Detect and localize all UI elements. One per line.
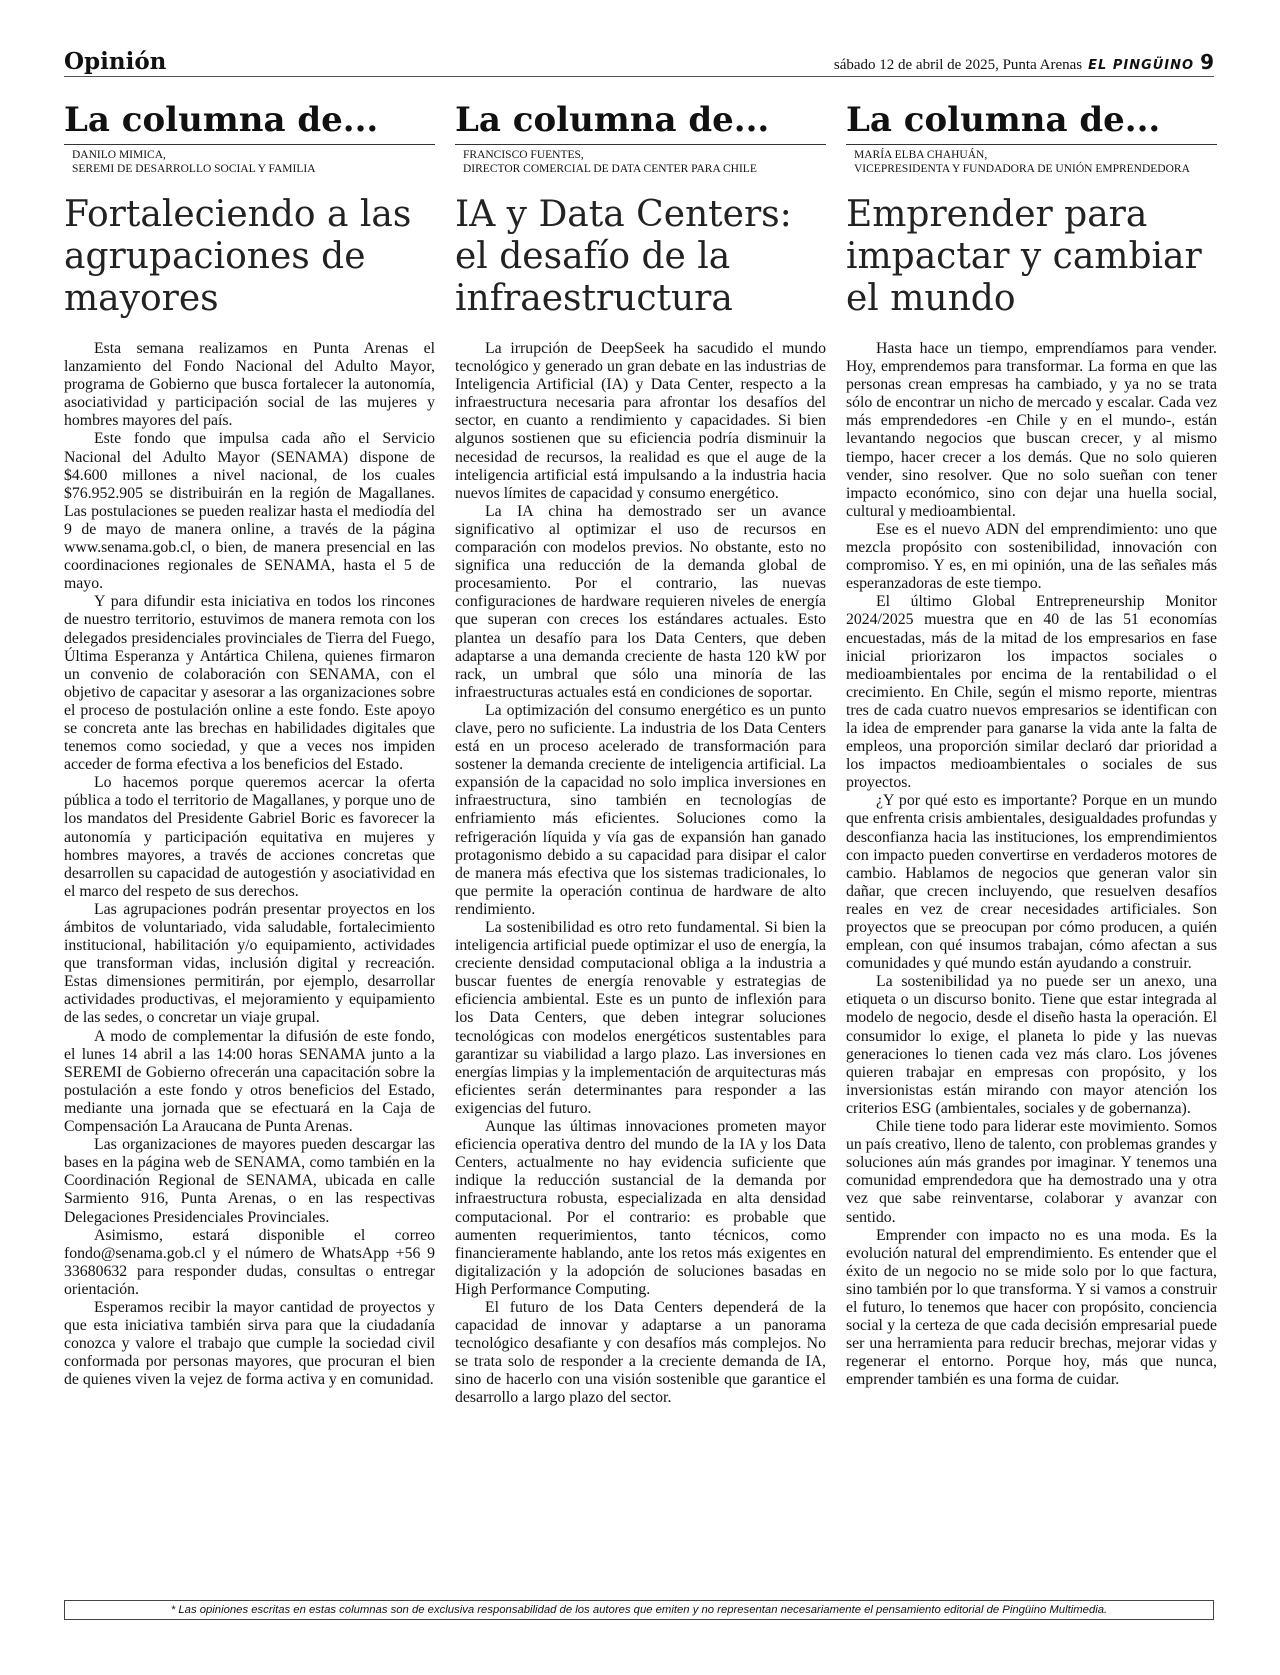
article-body xyxy=(455,340,826,1408)
column-heading: La columna de... xyxy=(455,100,770,140)
article-paragraph: Emprender con impacto no es una moda. Es la evolución natural del emprendimiento. Es entender que el éxito de un negocio no se mide solo por lo que factura, sino también por lo que transforma. Y si vamos a construir el futuro, lo tenemos que hacer con propósito, conciencia social y la certeza de que cada decisión empresarial puede ser una herramienta para reducir brechas, mejorar vidas y regenerar el entorno. Porque hoy, más que nunca, emprender también es una forma de cuidar. xyxy=(846,1226,1217,1389)
article-paragraph: Esta semana realizamos en Punta Arenas el lanzamiento del Fondo Nacional del Adulto Mayor, programa de Gobierno que busca fortalecer la autonomía, asociatividad y participación social de las mujeres y hombres mayores del país. xyxy=(64,340,435,430)
article-title: IA y Data Centers: el desafío de la infraestructura xyxy=(455,194,792,319)
dateline: sábado 12 de abril de 2025, Punta Arenas xyxy=(833,57,1083,73)
article-paragraph: La irrupción de DeepSeek ha sacudido el mundo tecnológico y generado un gran debate en las industrias de Inteligencia Artificial (IA) y Data Center, respecto a la infraestructura necesaria para afrontar los desafíos del sector, en cuanto a rendimiento y capacidades. Si bien algunos sostienen que su eficiencia podría disminuir la necesidad de recursos, la realidad es que el auge de la inteligencia artificial está impulsando a la industria hacia nuevos límites de capacidad y consumo energético. xyxy=(455,340,826,502)
column-2 xyxy=(455,100,826,1408)
article-paragraph: Lo hacemos porque queremos acercar la oferta pública a todo el territorio de Magallanes, y porque uno de los mandatos del Presidente Gabriel Boric es favorecer la autonomía y participación equitativa en mujeres y hombres mayores, a través de acciones concretas que desarrollen su capacidad de autogestión y asociatividad en el marco del respeto de sus derechos. xyxy=(64,774,435,900)
article-paragraph: La sostenibilidad ya no puede ser un anexo, una etiqueta o un discurso bonito. Tiene que estar integrada al modelo de negocio, desde el diseño hasta la operación. El consumidor lo exige, el planeta lo pide y las nuevas generaciones lo tienen cada vez más claro. Los jóvenes quieren trabajar en empresas con propósito, y los inversionistas están mirando con mayor atención los criterios ESG (ambientales, sociales y de gobernanza). xyxy=(846,973,1217,1117)
article-paragraph: El último Global Entrepreneurship Monitor 2024/2025 muestra que en 40 de las 51 economías encuestadas, más de la mitad de los empresarios en fase inicial priorizaron los impactos sociales o medioambientales por encima de la rentabilidad o el crecimiento. En Chile, según el mismo reporte, mientras tres de cada cuatro nuevos empresarios se identifican con la idea de emprender para ganarse la vida ante la falta de empleos, una proporción similar declaró dar prioridad a los impactos medioambientales o sociales de sus proyectos. xyxy=(846,593,1217,792)
author-role: SEREMI DE DESARROLLO SOCIAL Y FAMILIA xyxy=(72,163,316,175)
article-paragraph: La sostenibilidad es otro reto fundamental. Si bien la inteligencia artificial puede optimizar el uso de energía, la creciente densidad computacional obliga a la industria a buscar fuentes de energía renovable y estrategias de eficiencia ambiental. Este es un punto de inflexión para los Data Centers, que deben integrar soluciones tecnológicas con modelos energéticos sustentables para garantizar su viabilidad a largo plazo. Las inversiones en energías limpias y la implementación de arquitecturas más eficientes serán determinantes para responder a las exigencias del futuro. xyxy=(455,919,826,1117)
column-3 xyxy=(846,100,1217,1389)
author-name: DANILO MIMICA, xyxy=(72,149,166,161)
article-paragraph: A modo de complementar la difusión de este fondo, el lunes 14 abril a las 14:00 horas SENAMA junto a la SEREMI de Gobierno ofrecerán una capacitación sobre la postulación a este fondo y otros beneficios del Estado, mediante una jornada que se efectuará en la Caja de Compensación La Araucana de Punta Arenas. xyxy=(64,1027,435,1136)
article-paragraph: Aunque las últimas innovaciones prometen mayor eficiencia operativa dentro del mundo de la IA y los Data Centers, actualmente no hay evidencia suficiente que indique la reducción sustancial de la demanda por infraestructura robusta, especializada en alta densidad computacional. Por el contrario: es probable que aumenten requerimientos, tanto técnicos, como financieramente hablando, ante los retos más exigentes en digitalización y la adopción de soluciones basadas en High Performance Computing. xyxy=(455,1118,826,1298)
column-1 xyxy=(64,100,435,1389)
article-paragraph: Y para difundir esta iniciativa en todos los rincones de nuestro territorio, estuvimos de manera remota con los delegados presidenciales provinciales de Tierra del Fuego, Última Esperanza y Antártica Chilena, quienes firmaron un convenio de colaboración con SENAMA, con el objetivo de capacitar y asesorar a las organizaciones sobre el proceso de postulación online a este fondo. Este apoyo se concreta ante las brechas en habilidades digitales que tenemos como sociedad, y que a veces nos impiden acceder de forma efectiva a los beneficios del Estado. xyxy=(64,593,435,774)
disclaimer-footer: * Las opiniones escritas en estas columnas son de exclusiva responsabilidad de los autores que emiten y no representan necesariamente el pensamiento editorial de Pingüino Multimedia. xyxy=(64,1600,1214,1620)
newspaper-logo: EL PINGÜINO xyxy=(1088,58,1195,73)
article-paragraph: El futuro de los Data Centers dependerá de la capacidad de innovar y adaptarse a un panorama tecnológico desafiante y con desafíos más complejos. No se trata solo de responder a la creciente demanda de IA, sino de hacerlo con una visión sostenible que garantice el desarrollo a largo plazo del sector. xyxy=(455,1298,826,1407)
article-paragraph: Esperamos recibir la mayor cantidad de proyectos y que esta iniciativa también sirva para que la ciudadanía conozca y valore el trabajo que cumple la sociedad civil conformada por personas mayores, que procuran el bien de quienes viven la vejez de forma activa y en comunidad. xyxy=(64,1298,435,1389)
article-paragraph: Hasta hace un tiempo, emprendíamos para vender. Hoy, emprendemos para transformar. La forma en que las personas crean empresas ha cambiado, y ya no se trata sólo de encontrar un nicho de mercado y escalar. Cada vez más emprendedores -en Chile y en el mundo-, están levantando negocios que buscan crecer, y al mismo tiempo, hacer crecer a los demás. Que no solo quieren vender, sino resolver. Que no solo sueñan con tener impacto económico, sino con dejar una huella social, cultural y medioambiental. xyxy=(846,340,1217,520)
article-paragraph: Ese es el nuevo ADN del emprendimiento: uno que mezcla propósito con sostenibilidad, innovación con compromiso. Y es, en mi opinión, una de las señales más esperanzadoras de este tiempo. xyxy=(846,520,1217,593)
author-role: VICEPRESIDENTA Y FUNDADORA DE UNIÓN EMPRENDEDORA xyxy=(854,163,1190,175)
article-title: Emprender para impactar y cambiar el mundo xyxy=(846,194,1202,319)
page-number: 9 xyxy=(1200,50,1214,74)
author-byline xyxy=(846,144,1217,176)
article-paragraph: Las organizaciones de mayores pueden descargar las bases en la página web de SENAMA, como también en la Coordinación Regional de SENAMA, ubicada en calle Sarmiento 916, Punta Arenas, o en las respectivas Delegaciones Presidenciales Provinciales. xyxy=(64,1136,435,1226)
author-byline xyxy=(455,144,826,176)
article-paragraph: Este fondo que impulsa cada año el Servicio Nacional del Adulto Mayor (SENAMA) dispone de $4.600 millones a nivel nacional, de los cuales $76.952.905 se distribuirán en la región de Magallanes. Las postulaciones se pueden realizar hasta el mediodía del 9 de mayo de manera online, a través de la página www.senama.gob.cl, o bien, de manera presencial en las coordinaciones regionales de SENAMA, hasta el 5 de mayo. xyxy=(64,430,435,593)
column-heading: La columna de... xyxy=(846,100,1161,140)
page-header xyxy=(64,48,1214,77)
author-role: DIRECTOR COMERCIAL DE DATA CENTER PARA CHILE xyxy=(463,163,757,175)
author-name: MARÍA ELBA CHAHUÁN, xyxy=(854,149,988,161)
article-paragraph: Chile tiene todo para liderar este movimiento. Somos un país creativo, lleno de talento, con problemas grandes y soluciones aún más grandes por imaginar. Y tenemos una comunidad emprendedora que ha demostrado una y otra vez que sabe reinventarse, colaborar y avanzar con sentido. xyxy=(846,1118,1217,1226)
header-meta xyxy=(834,50,1214,74)
article-body xyxy=(64,340,435,1389)
article-paragraph: Asimismo, estará disponible el correo fondo@senama.gob.cl y el número de WhatsApp +56 9 33680632 para responder dudas, consultas o entregar orientación. xyxy=(64,1226,435,1298)
column-heading: La columna de... xyxy=(64,100,379,140)
author-name: FRANCISCO FUENTES, xyxy=(463,149,584,161)
article-paragraph: ¿Y por qué esto es importante? Porque en un mundo que enfrenta crisis ambientales, desigualdades profundas y desconfianza hacia las instituciones, los emprendimientos con impacto pueden convertirse en verdaderos motores de cambio. Hablamos de negocios que generan valor sin dañar, que crecen incluyendo, que resuelven desafíos reales en vez de crear necesidades artificiales. Son proyectos que se preocupan por cómo producen, a quién emplean, con qué insumos trabajan, cómo afectan a sus comunidades y qué mundo están ayudando a construir. xyxy=(846,792,1217,973)
article-paragraph: La IA china ha demostrado ser un avance significativo al optimizar el uso de recursos en comparación con modelos previos. No obstante, esto no significa una reducción de la demanda global de procesamiento. Por el contrario, las nuevas configuraciones de hardware requieren niveles de energía que superan con creces los estándares actuales. Esto plantea un desafío para los Data Centers, que deben adaptarse a una demanda creciente de hasta 120 kW por rack, un umbral que sólo una minoría de las infraestructuras actuales está en condiciones de soportar. xyxy=(455,502,826,701)
author-byline xyxy=(64,144,435,176)
section-title: Opinión xyxy=(64,48,167,75)
article-title: Fortaleciendo a las agrupaciones de mayores xyxy=(64,194,412,319)
article-paragraph: La optimización del consumo energético es un punto clave, pero no suficiente. La industria de los Data Centers está en un proceso acelerado de transformación para sostener la demanda creciente de inteligencia artificial. La expansión de la capacidad no solo implica inversiones en infraestructura, sino también en tecnologías de enfriamiento más eficientes. Soluciones como la refrigeración líquida y vía gas de expansión han ganado protagonismo debido a su capacidad para disipar el calor de manera más efectiva que los sistemas tradicionales, lo que permite la operación continua de hardware de alto rendimiento. xyxy=(455,701,826,918)
article-body xyxy=(846,340,1217,1389)
article-paragraph: Las agrupaciones podrán presentar proyectos en los ámbitos de voluntariado, vida saludable, fortalecimiento institucional, habilitación y/o equipamiento, actividades que transforman vidas, inclusión digital y recreación. Estas dimensiones permitirán, por ejemplo, desarrollar actividades productivas, el mejoramiento y equipamiento de las sedes, o concretar un viaje grupal. xyxy=(64,900,435,1027)
